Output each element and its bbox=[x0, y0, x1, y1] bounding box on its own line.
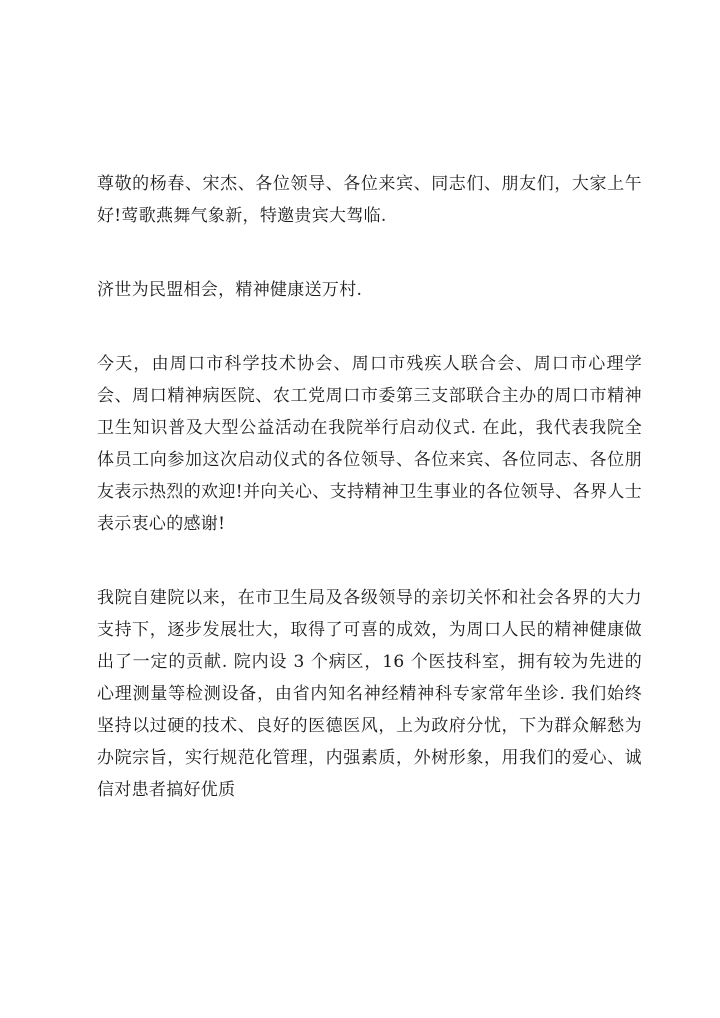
document-body bbox=[97, 168, 642, 848]
couplet-paragraph: 济世为民盟相会，精神健康送万村. bbox=[97, 280, 363, 300]
hospital-intro-paragraph: 我院自建院以来，在市卫生局及各级领导的亲切关怀和社会各界的大力支持下，逐步发展壮大，取得了可喜的成效，为周口人民的精神健康做出了一定的贡献. 院内设 3 个病区，16 个医技科室，拥有较为先进的心理测量等检测设备，由省内知名神经精神科专家常年坐诊. 我们始终坚持以过硬的技术、良好的医德医风，上为政府分忧，下为群众解愁为办院宗旨，实行规范化管理，内强素质，外树形象，用我们的爱心、诚信对患者搞好优质 bbox=[97, 588, 642, 800]
greeting-paragraph: 尊敬的杨春、宋杰、各位领导、各位来宾、同志们、朋友们，大家上午好!莺歌燕舞气象新，特邀贵宾大驾临. bbox=[97, 174, 642, 226]
welcome-paragraph: 今天，由周口市科学技术协会、周口市残疾人联合会、周口市心理学会、周口精神病医院、农工党周口市委第三支部联合主办的周口市精神卫生知识普及大型公益活动在我院举行启动仪式. 在此，我代表我院全体员工向参加这次启动仪式的各位领导、各位来宾、各位同志、各位朋友表示热烈的欢迎!并向关心、支持精神卫生事业的各位领导、各界人士表示衷心的感谢! bbox=[97, 354, 642, 534]
